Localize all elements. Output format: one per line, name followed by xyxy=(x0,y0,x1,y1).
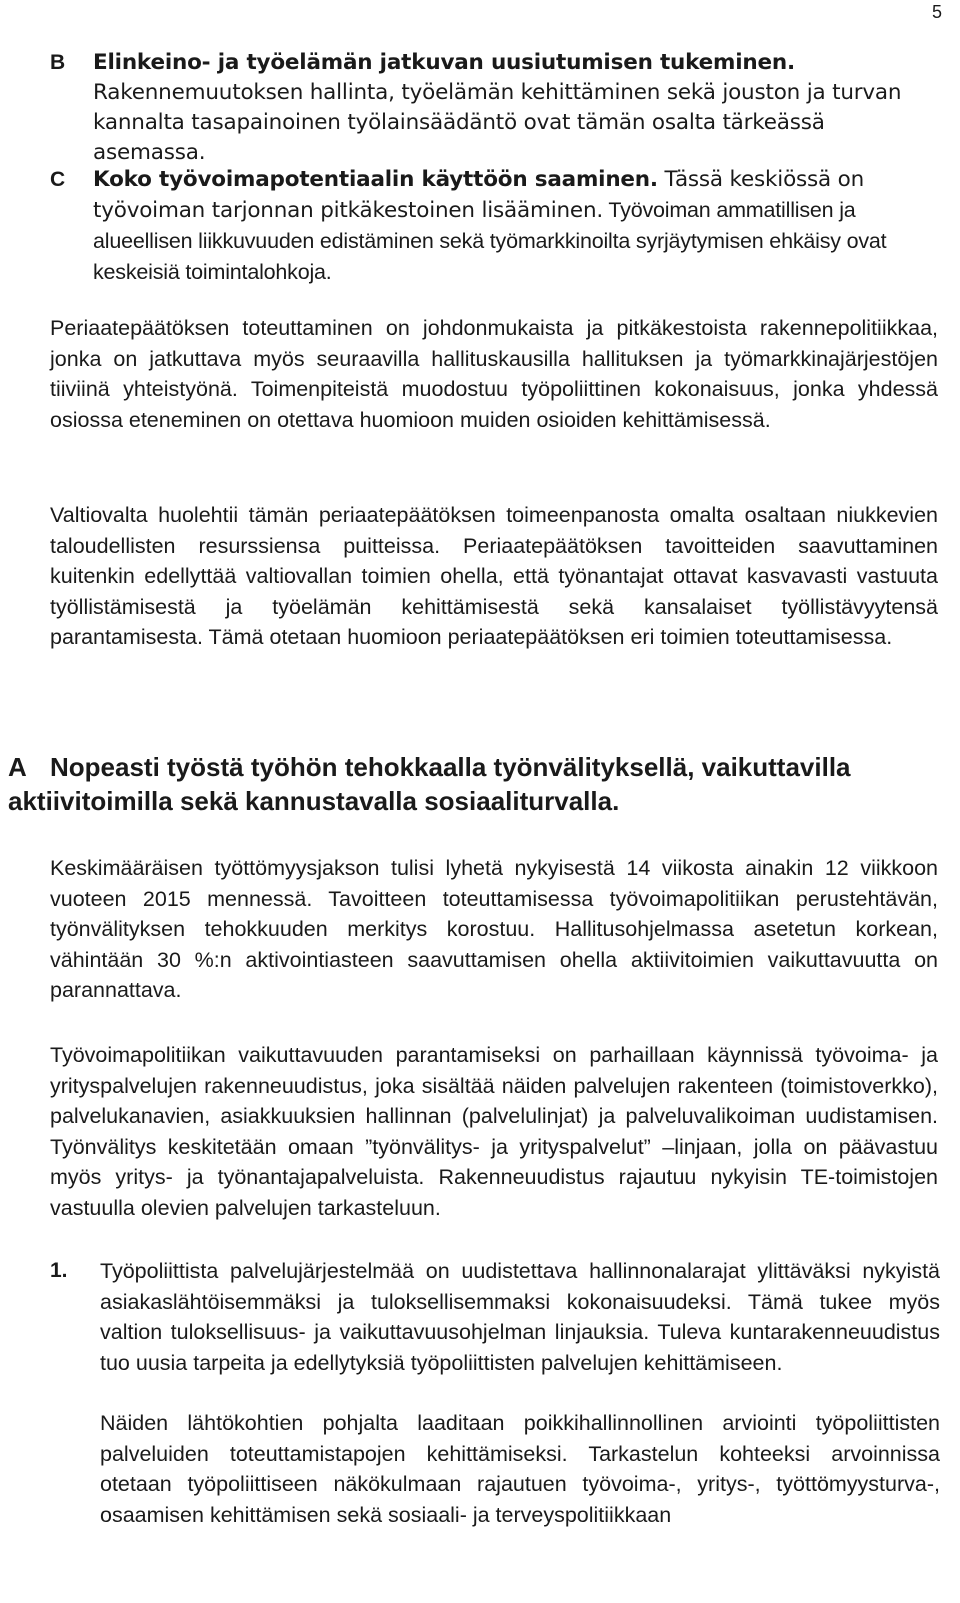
section-paragraph: Työvoimapolitiikan vaikuttavuuden parantamiseksi on parhaillaan käynnissä työvoima- ja yrityspalvelujen rakenneuudistus, joka sisältää näiden palvelujen rakenteen (toimistoverkko), palvelukanavien, asiakkuuksien hallinnan (palvelulinjat) ja palveluvalikoiman uudistamisen. Työnvälitys keskitetään omaan ”työnvälitys- ja yrityspalvelut” –linjaan, jolla on päävastuu myös yritys- ja työnantajapalveluista. Rakenneuudistus rajautuu nykyisin TE-toimistojen vastuulla olevien palvelujen tarkasteluun. xyxy=(50,1043,938,1220)
body-paragraph: Periaatepäätöksen toteuttaminen on johdonmukaista ja pitkäkestoista rakennepolitiikkaa, jonka on jatkuttava myös seuraavilla hallituskausilla hallituksen ja työmarkkinajärjestöjen tiiviinä yhteistyönä. Toimenpiteistä muodostuu työpoliittinen kokonaisuus, jonka yhdessä osiossa eteneminen on otettava huomioon muiden osioiden kehittämisessä. xyxy=(50,316,938,432)
section-title: Nopeasti työstä työhön tehokkaalla työnvälityksellä, vaikuttavilla aktiivitoimilla sekä kannustavalla sosiaaliturvalla. xyxy=(8,752,851,816)
numbered-item-body xyxy=(100,1256,940,1530)
list-item-b xyxy=(50,48,940,168)
page-number: 5 xyxy=(931,2,942,22)
item-bold-lead: Koko työvoimapotentiaalin käyttöön saaminen. xyxy=(93,167,658,192)
item-body xyxy=(93,165,940,288)
numbered-item xyxy=(50,1256,940,1530)
numbered-item-text-2: Näiden lähtökohtien pohjalta laaditaan poikkihallinnollinen arviointi työpoliittisten palveluiden toteuttamistapojen kehittämiseksi. Tarkastelun kohteeksi arvoinnissa otetaan työpoliittiseen näkökulmaan rajautuen työvoima-, yritys-, työttömyysturva-, osaamisen kehittämisen sekä sosiaali- ja terveyspolitiikkaan xyxy=(100,1411,940,1527)
body-paragraph: Valtiovalta huolehtii tämän periaatepäätöksen toimeenpanosta omalta osaltaan niukkevien taloudellisten resurssiensa puitteissa. Periaatepäätöksen tavoitteiden saavuttaminen kuitenkin edellyttää valtiovallan toimien ohella, että työnantajat ottavat kasvavasti vastuuta työllistämisestä ja työelämän kehittämisestä sekä kansalaiset työllistävyytensä parantamisesta. Tämä otetaan huomioon periaatepäätöksen eri toimien toteuttamisessa. xyxy=(50,503,938,649)
item-body xyxy=(93,48,940,168)
item-text: Rakennemuutoksen hallinta, työelämän kehittäminen sekä jouston ja turvan kannalta tasapainoinen työlainsäädäntö ovat tämän osalta tärkeässä asemassa. xyxy=(93,80,902,165)
item-text: Tässä keskiössä on työvoiman tarjonnan pitkäkestoinen lisääminen. xyxy=(93,167,865,223)
section-letter: A xyxy=(8,752,27,782)
item-text-2: Työvoiman ammatillisen ja alueellisen liikkuvuuden edistäminen sekä työmarkkinoilta syrjäytymisen ehkäisy ovat keskeisiä toimintalohkoja. xyxy=(93,198,887,284)
list-item-c xyxy=(50,165,940,288)
section-paragraph: Keskimääräisen työttömyysjakson tulisi lyhetä nykyisestä 14 viikosta ainakin 12 viikkoon vuoteen 2015 mennessä. Tavoitteen toteuttamisessa työvoimapolitiikan perustehtävän, työnvälityksen tehokkuuden merkitys korostuu. Hallitusohjelmassa asetetun korkean, vähintään 30 %:n aktivointiasteen saavuttamisen ohella aktiivitoimien vaikuttavuutta on parannattava. xyxy=(50,856,938,1002)
item-letter: B xyxy=(50,51,65,74)
item-letter: C xyxy=(50,168,65,191)
numbered-item-text: Työpoliittista palvelujärjestelmää on uudistettava hallinnonalarajat ylittäväksi nykyistä asiakaslähtöisemmäksi ja tuloksellisemmaksi kokonaisuudeksi. Tämä tukee myös valtion tuloksellisuus- ja vaikuttavuusohjelman linjauksia. Tuleva kuntarakenneuudistus tuo uusia tarpeita ja edellytyksiä työpoliittisten palvelujen kehittämiseen. xyxy=(100,1259,940,1375)
section-heading xyxy=(8,750,943,818)
item-number: 1. xyxy=(50,1259,68,1282)
item-bold-lead: Elinkeino- ja työelämän jatkuvan uusiutumisen tukeminen. xyxy=(93,50,795,75)
